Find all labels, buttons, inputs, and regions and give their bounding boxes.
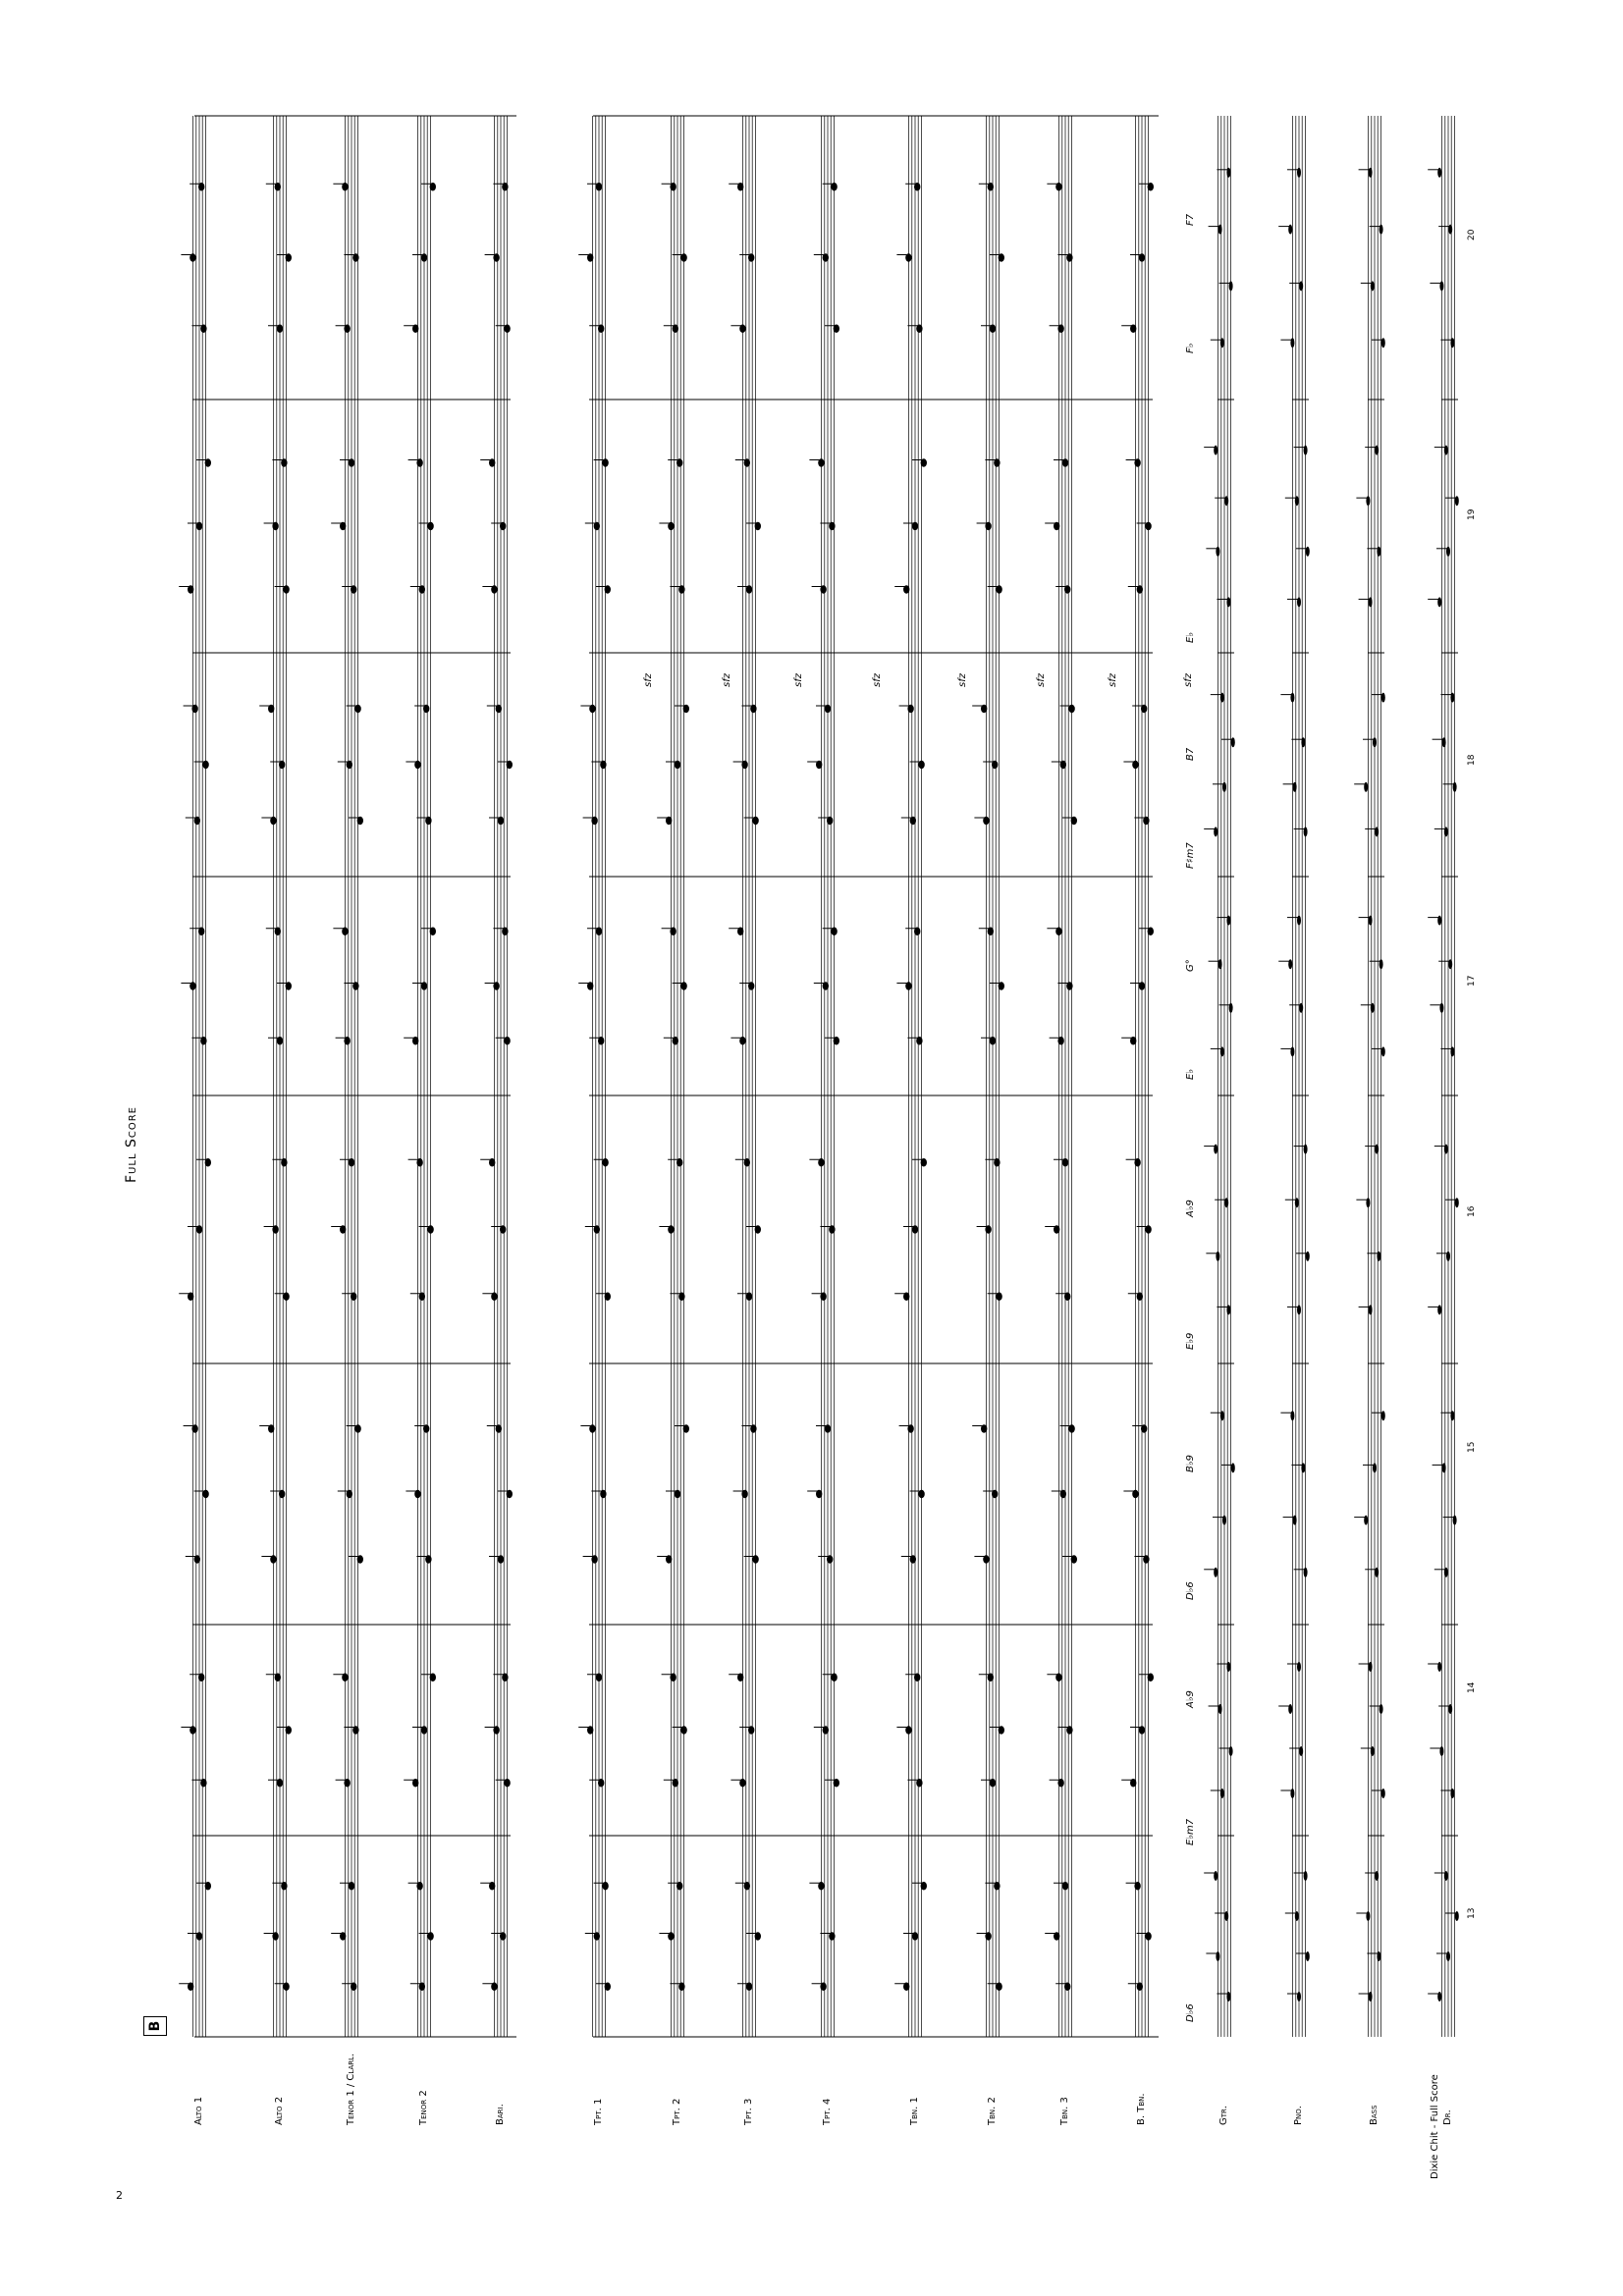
instrument-label: Tpt. 1 xyxy=(593,2098,604,2125)
chord-symbol: E♭ xyxy=(1185,1068,1196,1080)
instrument-label: Alto 2 xyxy=(274,2096,285,2125)
chord-symbol: F♭ xyxy=(1185,343,1196,353)
chord-symbol: F♯m7 xyxy=(1185,842,1196,869)
chord-symbol: A♭9 xyxy=(1185,1690,1196,1708)
chord-symbol: F7 xyxy=(1185,213,1196,226)
chord-symbol: E♭m7 xyxy=(1185,1818,1196,1845)
instrument-label: Tbn. 1 xyxy=(909,2097,920,2125)
instrument-label: Tbn. 2 xyxy=(987,2097,998,2125)
instrument-label: Gtr. xyxy=(1218,2105,1229,2125)
dynamic-marking: sfz xyxy=(643,673,654,687)
instrument-label: Tbn. 3 xyxy=(1059,2097,1070,2125)
chord-symbol: B♭9 xyxy=(1185,1455,1196,1472)
measure-number: 13 xyxy=(1467,1907,1477,1919)
instrument-label: Alto 1 xyxy=(193,2096,204,2125)
instrument-label: Tenor 2 xyxy=(418,2090,429,2125)
dynamic-marking: sfz xyxy=(1108,673,1118,687)
instrument-label: Bass xyxy=(1369,2105,1380,2125)
dynamic-marking: sfz xyxy=(1036,673,1047,687)
instrument-label: Tpt. 2 xyxy=(672,2098,682,2125)
instrument-label: Pno. xyxy=(1293,2106,1304,2125)
chord-symbol: D♭6 xyxy=(1185,1581,1196,1600)
measure-number: 18 xyxy=(1467,754,1477,766)
chord-symbol: B7 xyxy=(1185,747,1196,761)
measure-number: 14 xyxy=(1467,1682,1477,1693)
score-title: Full Score xyxy=(124,1106,139,1183)
page-number: 2 xyxy=(116,2189,123,2202)
notes xyxy=(179,168,1459,2002)
measure-number: 15 xyxy=(1467,1441,1477,1453)
chord-symbol: E♭ xyxy=(1185,631,1196,643)
measure-number: 19 xyxy=(1467,508,1477,520)
instrument-label: Tpt. 3 xyxy=(743,2098,754,2125)
dynamic-marking: sfz xyxy=(872,673,883,687)
instrument-label: Tenor 1 / Clarl. xyxy=(346,2053,356,2125)
instrument-label: Dr. xyxy=(1442,2109,1453,2125)
barlines xyxy=(192,116,1458,2037)
chord-symbol: A♭9 xyxy=(1185,1200,1196,1217)
instrument-label: B. Tbn. xyxy=(1136,2093,1147,2125)
staff-lines xyxy=(193,116,1455,2037)
rehearsal-mark: B xyxy=(143,2016,167,2036)
dynamic-marking: sfz xyxy=(957,673,968,687)
measure-number: 17 xyxy=(1467,975,1477,987)
chord-symbol: D♭6 xyxy=(1185,2003,1196,2022)
footer-text: Dixie Chit - Full Score xyxy=(1430,2074,1440,2179)
dynamic-marking: sfz xyxy=(1183,673,1194,687)
measure-number: 16 xyxy=(1467,1205,1477,1217)
instrument-label: Bari. xyxy=(495,2104,506,2125)
instrument-label: Tpt. 4 xyxy=(822,2098,833,2125)
dynamic-marking: sfz xyxy=(793,673,804,687)
chord-symbol: G° xyxy=(1185,959,1196,972)
chord-symbol: E♭9 xyxy=(1185,1332,1196,1350)
dynamic-marking: sfz xyxy=(722,673,732,687)
measure-number: 20 xyxy=(1467,229,1477,240)
